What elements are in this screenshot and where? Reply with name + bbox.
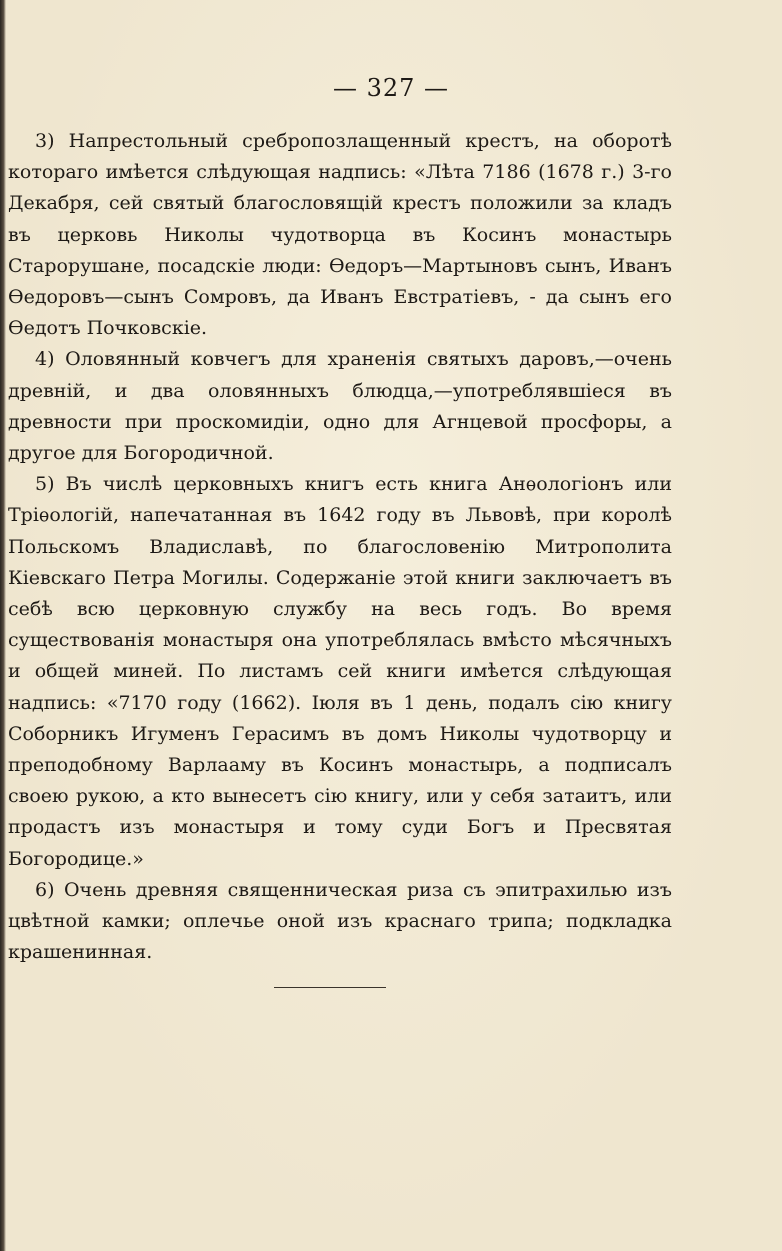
paragraph-item-5: 5) Въ числѣ церковныхъ книгъ есть книга Анѳологіонъ или Тріѳологій, напечатанная въ 1642 году въ Львовѣ, при королѣ Польскомъ Владиславѣ, по благословенію Митрополита Кіевскаго Петра Могилы. Содержаніе этой книги заключаетъ въ себѣ всю церковную службу на весь годъ. Во время существованія монастыря она употреблялась вмѣсто мѣсячныхъ и общей миней. По листамъ сей книги имѣется слѣдующая надпись: «7170 году (1662). Іюля въ 1 день, подалъ сію книгу Соборникъ Игуменъ Герасимъ въ домъ Николы чудотворцу и преподобному Варлааму въ Косинъ монастырь, а подписалъ своею рукою, а кто вынесетъ сію книгу, или у себя затаитъ, или продастъ изъ монастыря и тому суди Богъ и Пресвятая Богородице.» [8,473,672,870]
paragraph-item-3: 3) Напрестольный сребропозлащенный крестъ, на оборотѣ котораго имѣется слѣдующая надпись: «Лѣта 7186 (1678 г.) 3-го Декабря, сей святый благословящій крестъ положили за кладъ въ церковь Николы чудотворца въ Косинъ монастырь Старорушане, посадскіе люди: Ѳедоръ—Мартыновъ сынъ, Иванъ Ѳедоровъ—сынъ Сомровъ, да Иванъ Евстратіевъ, - да сынъ его Ѳедотъ Почковскіе. [8,130,672,340]
page-number: — 327 — [332,74,450,102]
binding-shadow [0,0,6,1251]
section-divider [274,987,386,988]
paragraph-item-4: 4) Оловянный ковчегъ для храненія святыхъ даровъ,—очень древній, и два оловянныхъ блюдца,—употреблявшіеся въ древности при проскомидіи, одно для Агнцевой просфоры, а другое для Богородичной. [8,348,672,465]
paragraph-item-6: 6) Очень древняя священническая риза съ эпитрахилью изъ цвѣтной камки; оплечье оной изъ краснаго трипа; подкладка крашенинная. [8,878,672,964]
page-body [8,126,672,968]
